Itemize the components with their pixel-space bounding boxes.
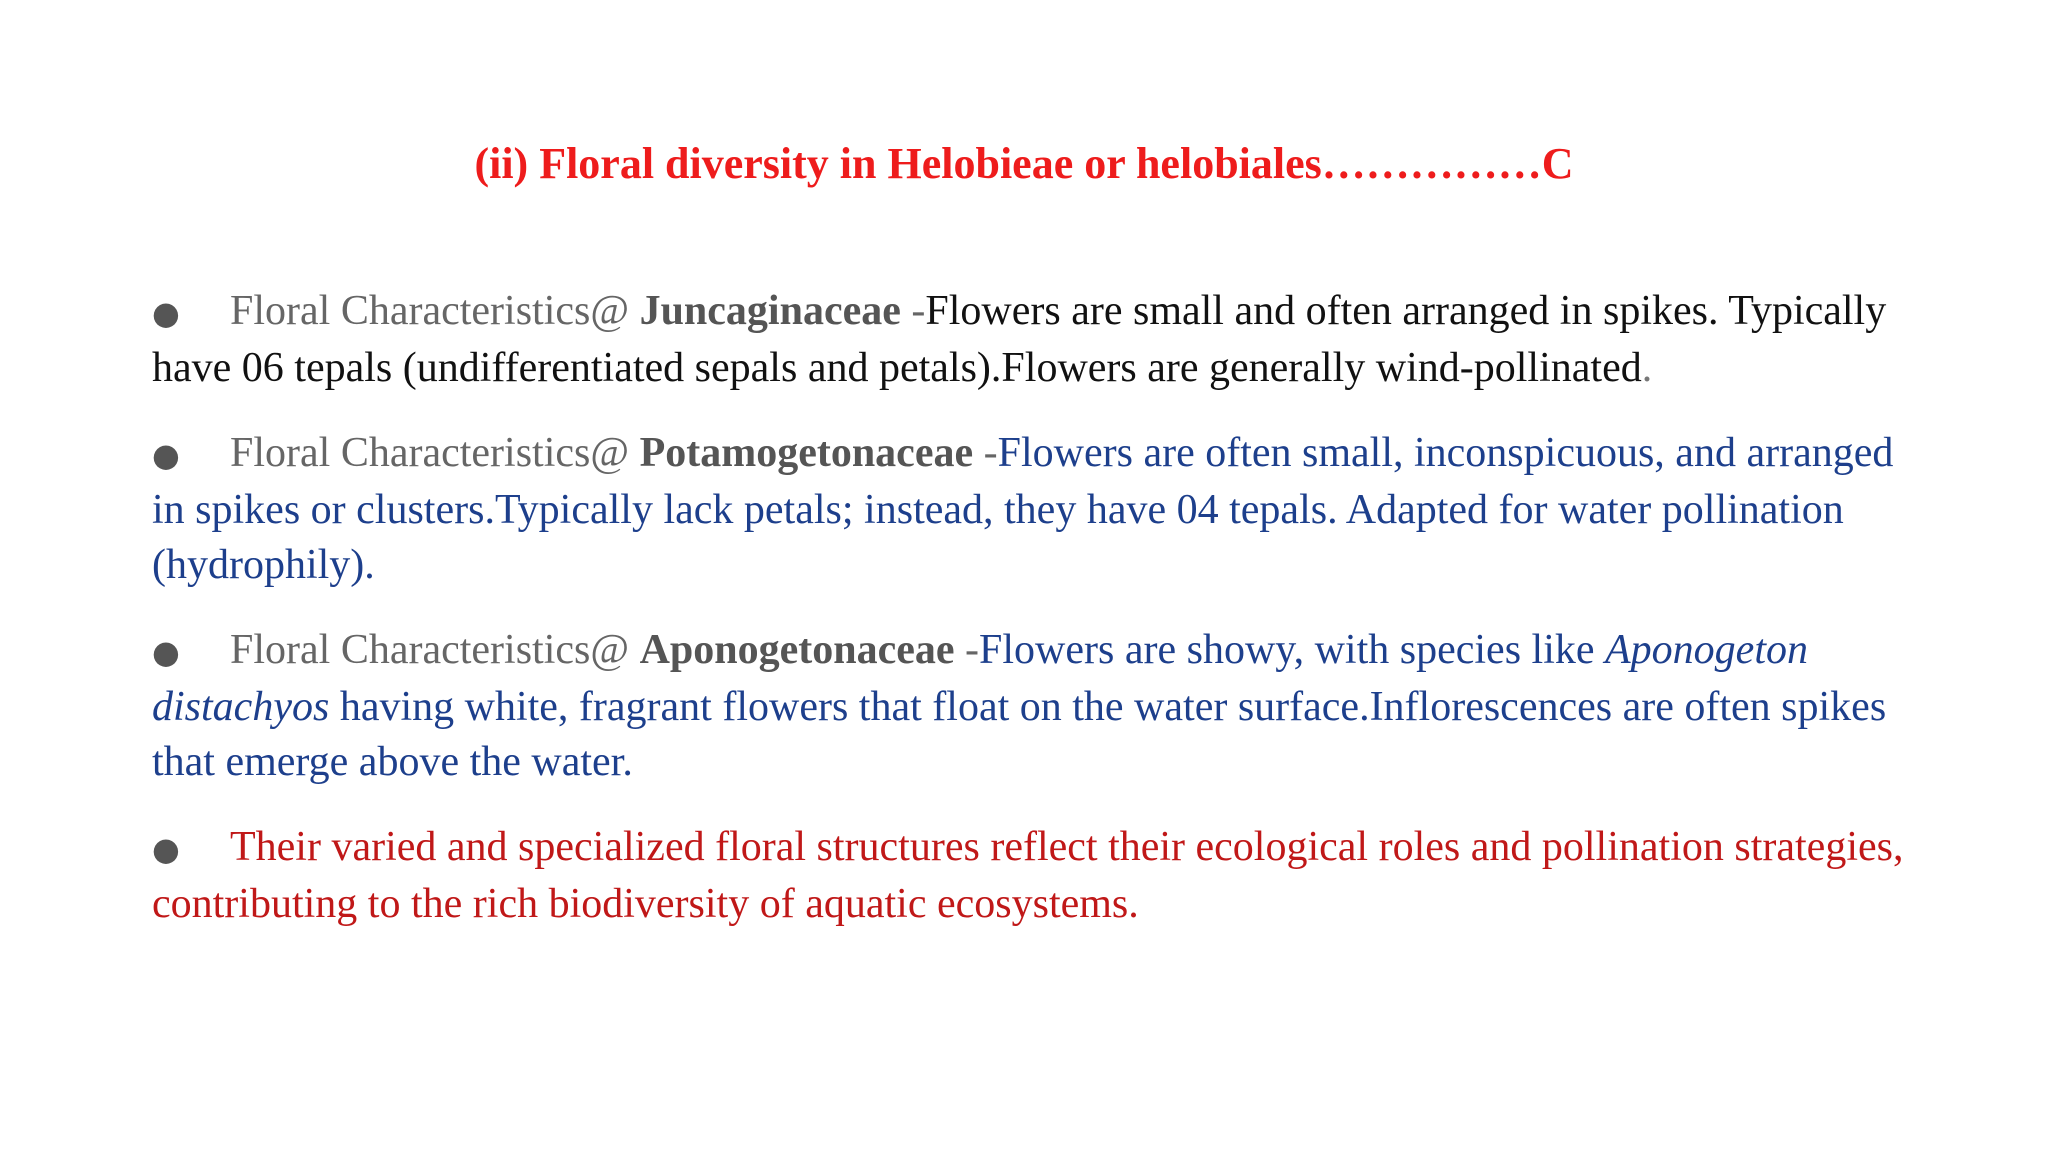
bullet-item-potamogetonaceae [152, 426, 1912, 593]
bullet-lead: Floral Characteristics@ [230, 288, 640, 334]
bullet-lead: Floral Characteristics@ [230, 430, 640, 476]
bullet-lead: Floral Characteristics@ [230, 627, 640, 673]
bullet-dash: - [973, 430, 998, 476]
bullet-icon: ● [152, 436, 180, 474]
family-name: Potamogetonaceae [639, 430, 974, 476]
species-name: Aponogeton distachyos [152, 627, 1808, 730]
bullet-item-summary [152, 820, 1912, 932]
bullet-text-continued: having white, fragrant flowers that float on the water surface.Inflorescences are often spikes that emerge above the water. [152, 684, 1887, 785]
bullet-item-juncaginaceae [152, 284, 1912, 396]
bullet-icon: ● [152, 633, 180, 671]
bullet-item-aponogetonaceae [152, 623, 1912, 790]
bullet-text: Their varied and specialized floral structures reflect their ecological roles and pollination strategies, contributing to the rich biodiversity of aquatic ecosystems. [152, 824, 1904, 927]
bullet-dash: - [900, 288, 926, 334]
bullet-dash: - [954, 627, 980, 673]
bullet-text: Flowers are showy, with species like [979, 627, 1606, 673]
slide-title: (ii) Floral diversity in Helobieae or helobiales……………C [474, 139, 1574, 188]
family-name: Aponogetonaceae [639, 627, 955, 673]
bullet-icon: ● [152, 294, 180, 332]
bullet-icon: ● [152, 830, 180, 868]
family-name: Juncaginaceae [639, 288, 901, 334]
bullet-list [152, 284, 1912, 962]
bullet-end: . [1641, 345, 1653, 391]
bullet-text: Flowers are small and often arranged in spikes. Typically have 06 tepals (undifferentiated sepals and petals).Flowers are generally wind-pollinated [152, 288, 1887, 391]
bullet-text: Flowers are often small, inconspicuous, and arranged in spikes or clusters.Typically lack petals; instead, they have 04 tepals. Adapted for water pollination (hydrophily). [152, 430, 1894, 588]
